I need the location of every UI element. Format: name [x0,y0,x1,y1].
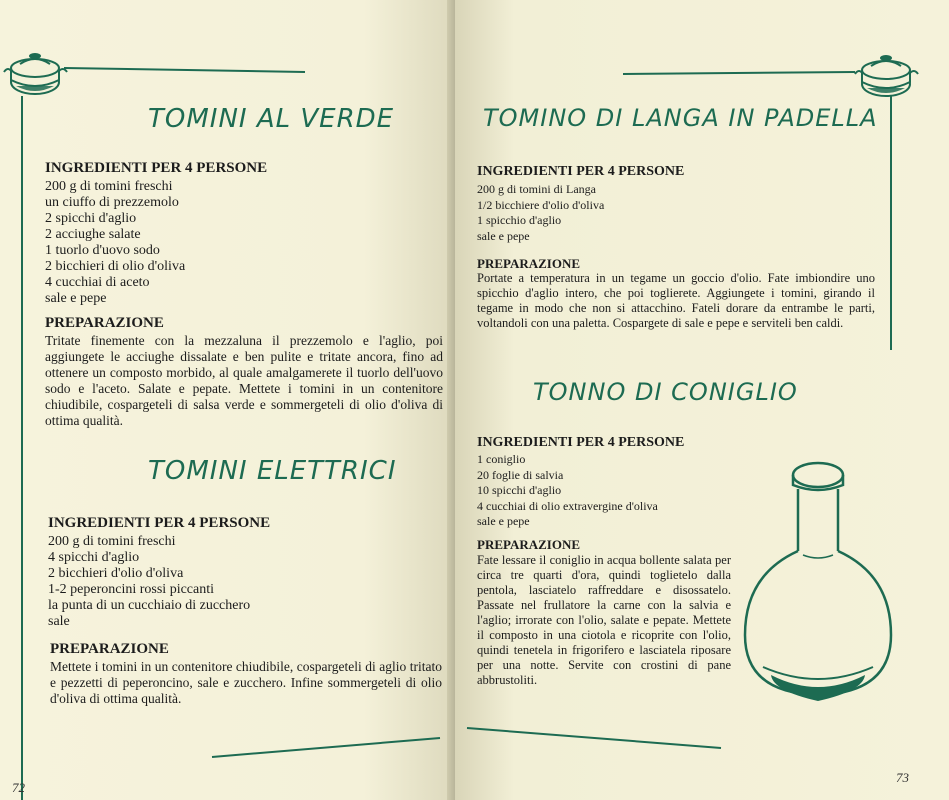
preparation-text: Tritate finemente con la mezzaluna il prezzemolo e l'aglio, poi aggiungete le acciughe dissalate e ben pulite e tritate ancora, fino ad ottenere un composto morbido, al quale amalgamerete il tuorlo dell'uovo sodo e l'aceto. Salate e pepate. Mettete i tomini in un contenitore chiudibile, cospargeteli di salsa verde e sommergeteli di olio d'oliva di ottima qualità. [45,333,443,428]
ingredients-list [477,452,658,530]
list-item: sale e pepe [477,228,530,243]
list-item: sale [48,614,70,629]
ingredients-heading: INGREDIENTI PER 4 PERSONE [45,160,268,176]
preparation-text: Portate a temperatura in un tegame un goccio d'olio. Fate imbiondire uno spicchio d'aglio intero, che poi toglierete. Aggiungete i tomini, girando il tegame in modo che non si attacchino. Fateli dorare da entrambe le parti, voltandoli con una paletta. Cospargete di sale e pepe e serviteli ben caldi. [477,271,875,330]
list-item: 4 spicchi d'aglio [48,550,140,565]
left-page [0,0,455,800]
list-item: sale e pepe [477,514,530,528]
list-item: sale e pepe [45,291,107,306]
list-item: 2 acciughe salate [45,227,141,242]
page-number: 72 [12,780,25,795]
ingredients-list [45,179,185,307]
list-item: 4 cucchiai di olio extravergine d'oliva [477,498,658,513]
list-item: 200 g di tomini di Langa [477,182,596,196]
preparation-text: Fate lessare il coniglio in acqua bollente salata per circa tre quarti d'ora, quindi toglietelo dalla pentola, lasciatelo raffreddare e disossatelo. Passate nel frullatore la carne con la salvia e l'aglio; irrorate con l'olio, salate e pepate. Mettete il composto in una ciotola e ricoprite con l'olio, quindi tenetela in frigorifero e lasciatela riposare per una notte. Servite con crostini di pane abbrustoliti. [477,553,731,687]
list-item: 1 coniglio [477,452,526,466]
ingredients-list [48,534,250,630]
recipe-title: TOMINO DI LANGA IN PADELLA [483,104,878,132]
list-item: 1/2 bicchiere d'olio d'oliva [477,197,605,212]
preparation-heading: PREPARAZIONE [50,641,169,657]
ingredients-heading: INGREDIENTI PER 4 PERSONE [48,515,271,531]
list-item: 2 bicchieri di olio d'oliva [45,259,186,274]
bottle-icon [743,455,893,710]
recipe-title: TOMINI AL VERDE [148,104,395,134]
pot-icon [853,44,919,100]
preparation-text: Mettete i tomini in un contenitore chiudibile, cospargeteli di aglio tritato e pezzetti di peperoncino, sale e zucchero. Infine sommergeteli di olio d'oliva di ottima qualità. [50,659,442,706]
list-item: 10 spicchi d'aglio [477,483,562,497]
list-item: 1 spicchio d'aglio [477,213,562,227]
list-item: 20 foglie di salvia [477,467,564,482]
list-item: 200 g di tomini freschi [45,179,173,194]
preparation-heading: PREPARAZIONE [477,537,581,552]
list-item: un ciuffo di prezzemolo [45,195,179,210]
preparation-heading: PREPARAZIONE [45,315,164,331]
recipe-title: TOMINI ELETTRICI [148,456,397,486]
preparation-heading: PREPARAZIONE [477,256,581,271]
ingredients-heading: INGREDIENTI PER 4 PERSONE [477,164,685,179]
ingredients-heading: INGREDIENTI PER 4 PERSONE [477,435,685,450]
list-item: 2 spicchi d'aglio [45,211,137,226]
list-item: 1 tuorlo d'uovo sodo [45,243,160,258]
list-item: la punta di un cucchiaio di zucchero [48,598,251,613]
list-item: 4 cucchiai di aceto [45,275,150,290]
right-page [455,0,949,800]
list-item: 200 g di tomini freschi [48,534,176,549]
list-item: 1-2 peperoncini rossi piccanti [48,582,215,597]
recipe-title: TONNO DI CONIGLIO [533,378,798,406]
ingredients-list [477,182,604,244]
list-item: 2 bicchieri d'olio d'oliva [48,566,184,581]
page-number: 73 [896,770,909,785]
